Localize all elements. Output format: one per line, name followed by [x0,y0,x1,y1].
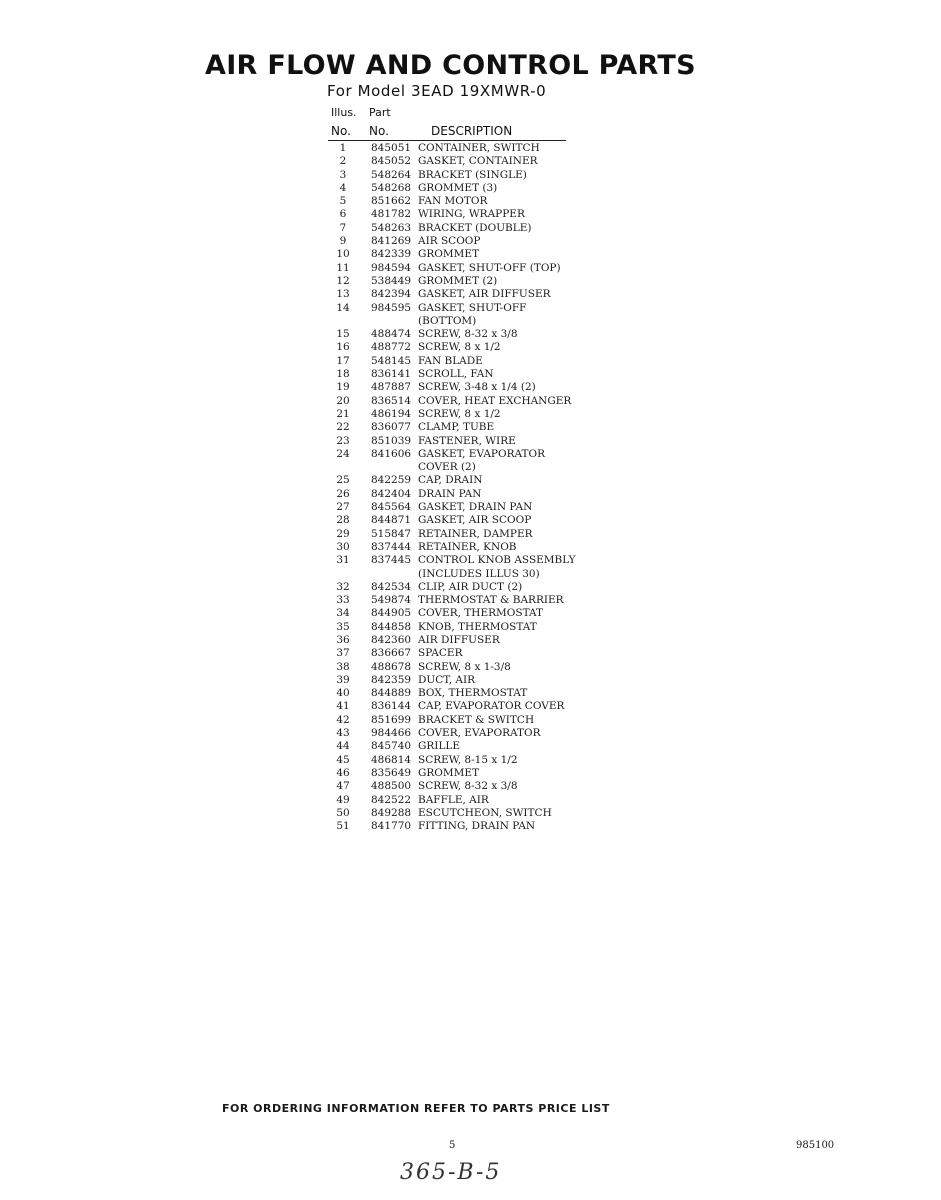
table-row [328,528,578,541]
description-cell: GASKET, AIR DIFFUSER [418,288,551,301]
description-cell: SCROLL, FAN [418,368,494,381]
illus-no-cell: 13 [336,288,350,301]
part-no-cell: 842522 [371,793,412,806]
description-cell: SCREW, 8-32 x 3/8 [418,328,518,341]
part-no-cell: 486194 [371,407,412,420]
illus-no-cell: 4 [339,181,347,194]
table-row [328,182,578,195]
illus-no-cell: 41 [336,700,350,713]
illus-no-cell: 7 [339,221,347,234]
column-header-description: DESCRIPTION [431,124,513,138]
part-no-cell: 548145 [371,354,412,367]
part-no-cell [358,461,413,474]
description-cell: GASKET, DRAIN PAN [418,501,533,514]
column-header-illus-no: No. [331,124,351,138]
illus-no-cell: 26 [336,487,350,500]
table-row [328,754,578,767]
table-row [328,687,578,700]
table-row [328,554,578,567]
part-no-cell: 835649 [371,766,412,779]
illus-no-cell: 30 [336,540,350,553]
illus-no-cell: 16 [336,341,350,354]
part-no-cell: 842360 [371,633,412,646]
table-row [328,820,578,833]
description-cell: AIR DIFFUSER [418,633,500,646]
description-cell: RETAINER, DAMPER [418,527,533,540]
part-no-cell: 851039 [371,434,412,447]
part-no-cell: 844858 [371,620,412,633]
illus-no-cell: 46 [336,766,350,779]
part-no-cell: 842339 [371,248,412,261]
table-row [328,674,578,687]
illus-no-cell: 24 [336,447,350,460]
part-no-cell: 842359 [371,673,412,686]
part-no-cell: 844889 [371,687,412,700]
illus-no-cell: 21 [336,407,350,420]
illus-no-cell: 6 [339,208,347,221]
part-no-cell: 842394 [371,288,412,301]
description-cell: FAN BLADE [418,354,483,367]
table-row [328,740,578,753]
table-row [328,222,578,235]
handwritten-reference: 365-B-5 [400,1160,502,1185]
part-no-cell: 984594 [371,261,412,274]
part-no-cell: 549874 [371,594,412,607]
description-cell: CAP, EVAPORATOR COVER [418,700,565,713]
illus-no-cell: 32 [336,580,350,593]
table-row [328,328,578,341]
illus-no-cell: 1 [339,142,347,154]
table-row [328,581,578,594]
illus-no-cell: 51 [336,820,350,833]
illus-no-cell: 9 [339,235,347,248]
part-no-cell: 836144 [371,700,412,713]
illus-no-cell: 37 [336,647,350,660]
table-row [328,794,578,807]
table-row [328,461,578,474]
table-row [328,448,578,461]
description-cell: GASKET, EVAPORATOR [418,447,546,460]
table-row [328,315,578,328]
table-row [328,501,578,514]
description-cell: GASKET, SHUT-OFF (TOP) [418,261,561,274]
illus-no-cell: 45 [336,753,350,766]
part-no-cell: 538449 [371,274,412,287]
part-no-cell: 841606 [371,447,412,460]
part-no-cell: 487887 [371,381,412,394]
description-cell: THERMOSTAT & BARRIER [418,594,564,607]
table-row [328,302,578,315]
description-cell: GROMMET (3) [418,181,498,194]
page-title: AIR FLOW AND CONTROL PARTS [205,50,696,81]
description-cell: (BOTTOM) [418,314,477,327]
table-row [328,235,578,248]
table-row [328,488,578,501]
part-no-cell: 849288 [371,806,412,819]
part-no-cell: 836514 [371,394,412,407]
description-cell: BRACKET & SWITCH [418,713,535,726]
table-row [328,288,578,301]
part-no-cell: 515847 [371,527,412,540]
part-no-cell: 486814 [371,753,412,766]
column-header-illus-top: Illus. [331,106,357,119]
table-row [328,208,578,221]
description-cell: COVER, HEAT EXCHANGER [418,394,572,407]
table-row [328,341,578,354]
table-row [328,647,578,660]
illus-no-cell: 42 [336,713,350,726]
description-cell: COVER, EVAPORATOR [418,727,541,740]
illus-no-cell: 38 [336,660,350,673]
document-number: 985100 [796,1140,835,1151]
part-no-cell: 845564 [371,501,412,514]
part-no-cell: 844871 [371,514,412,527]
description-cell: CONTAINER, SWITCH [418,142,540,154]
table-row [328,195,578,208]
description-cell: SCREW, 8-15 x 1/2 [418,753,518,766]
illus-no-cell: 14 [336,301,350,314]
part-no-cell: 845051 [371,142,412,154]
part-no-cell: 836077 [371,421,412,434]
illus-no-cell: 2 [339,155,347,168]
illus-no-cell: 34 [336,607,350,620]
table-row [328,275,578,288]
part-no-cell: 548268 [371,181,412,194]
illus-no-cell: 28 [336,514,350,527]
description-cell: GRILLE [418,740,461,753]
part-no-cell: 841770 [371,820,412,833]
part-no-cell: 845740 [371,740,412,753]
part-no-cell: 488500 [371,780,412,793]
description-cell: BRACKET (DOUBLE) [418,221,532,234]
table-row [328,807,578,820]
description-cell: (INCLUDES ILLUS 30) [418,567,540,580]
part-no-cell: 845052 [371,155,412,168]
table-row [328,780,578,793]
part-no-cell: 984466 [371,727,412,740]
description-cell: FITTING, DRAIN PAN [418,820,536,833]
illus-no-cell: 19 [336,381,350,394]
illus-no-cell: 33 [336,594,350,607]
illus-no-cell: 12 [336,274,350,287]
illus-no-cell: 44 [336,740,350,753]
description-cell: COVER (2) [418,461,476,474]
description-cell: CAP, DRAIN [418,474,483,487]
description-cell: AIR SCOOP [418,235,481,248]
illus-no-cell: 31 [336,554,350,567]
description-cell: SCREW, 8 x 1-3/8 [418,660,511,673]
table-row [328,248,578,261]
part-no-cell: 837444 [371,540,412,553]
table-row [328,421,578,434]
part-no-cell: 488474 [371,328,412,341]
table-row [328,767,578,780]
illus-no-cell: 3 [339,168,347,181]
table-row [328,541,578,554]
description-cell: WIRING, WRAPPER [418,208,525,221]
illus-no-cell: 36 [336,633,350,646]
table-row [328,408,578,421]
table-row [328,594,578,607]
illus-no-cell: 10 [336,248,350,261]
table-row [328,568,578,581]
illus-no-cell: 5 [339,195,347,208]
illus-no-cell [328,568,358,581]
description-cell: GROMMET [418,248,480,261]
description-cell: DRAIN PAN [418,487,482,500]
description-cell: SCREW, 8-32 x 3/8 [418,780,518,793]
description-cell: BOX, THERMOSTAT [418,687,528,700]
part-no-cell: 851662 [371,195,412,208]
table-row [328,142,578,155]
description-cell: CLAMP, TUBE [418,421,495,434]
description-cell: GASKET, AIR SCOOP [418,514,532,527]
description-cell: BRACKET (SINGLE) [418,168,527,181]
description-cell: FASTENER, WIRE [418,434,516,447]
description-cell: COVER, THERMOSTAT [418,607,544,620]
part-no-cell: 488678 [371,660,412,673]
illus-no-cell: 15 [336,328,350,341]
part-no-cell: 842534 [371,580,412,593]
description-cell: GASKET, SHUT-OFF [418,301,527,314]
description-cell: CONTROL KNOB ASSEMBLY [418,554,576,567]
table-row [328,368,578,381]
illus-no-cell: 18 [336,368,350,381]
ordering-info-note: FOR ORDERING INFORMATION REFER TO PARTS PRICE LIST [222,1102,610,1115]
table-row [328,155,578,168]
description-cell: RETAINER, KNOB [418,540,517,553]
illus-no-cell: 11 [336,261,350,274]
table-row [328,661,578,674]
description-cell: GASKET, CONTAINER [418,155,538,168]
description-cell: ESCUTCHEON, SWITCH [418,806,552,819]
illus-no-cell: 43 [336,727,350,740]
page-number: 5 [449,1140,456,1151]
table-row [328,435,578,448]
table-row [328,169,578,182]
illus-no-cell: 27 [336,501,350,514]
part-no-cell: 842259 [371,474,412,487]
description-cell: KNOB, THERMOSTAT [418,620,537,633]
parts-table [328,142,578,833]
table-row [328,474,578,487]
table-row [328,634,578,647]
description-cell: GROMMET (2) [418,274,498,287]
illus-no-cell [328,461,358,474]
table-row [328,395,578,408]
part-no-cell: 984595 [371,301,412,314]
table-row [328,381,578,394]
part-no-cell [358,315,413,328]
description-cell: CLIP, AIR DUCT (2) [418,580,523,593]
part-no-cell: 836141 [371,368,412,381]
description-cell: DUCT, AIR [418,673,476,686]
part-no-cell: 837445 [371,554,412,567]
part-no-cell: 851699 [371,713,412,726]
column-header-part-no: No. [369,124,389,138]
table-row [328,262,578,275]
table-row [328,355,578,368]
description-cell: SCREW, 8 x 1/2 [418,407,501,420]
illus-no-cell: 40 [336,687,350,700]
table-row [328,714,578,727]
table-row [328,727,578,740]
description-cell: FAN MOTOR [418,195,488,208]
part-no-cell: 548264 [371,168,412,181]
illus-no-cell: 25 [336,474,350,487]
part-no-cell: 844905 [371,607,412,620]
table-row [328,700,578,713]
illus-no-cell: 49 [336,793,350,806]
description-cell: BAFFLE, AIR [418,793,489,806]
illus-no-cell: 47 [336,780,350,793]
part-no-cell [358,568,413,581]
table-row [328,621,578,634]
illus-no-cell: 17 [336,354,350,367]
illus-no-cell: 50 [336,806,350,819]
illus-no-cell [328,315,358,328]
part-no-cell: 548263 [371,221,412,234]
part-no-cell: 841269 [371,235,412,248]
description-cell: SPACER [418,647,463,660]
part-no-cell: 481782 [371,208,412,221]
description-cell: SCREW, 3-48 x 1/4 (2) [418,381,536,394]
illus-no-cell: 35 [336,620,350,633]
illus-no-cell: 20 [336,394,350,407]
table-row [328,514,578,527]
header-divider [328,140,566,141]
illus-no-cell: 39 [336,673,350,686]
part-no-cell: 836667 [371,647,412,660]
illus-no-cell: 29 [336,527,350,540]
illus-no-cell: 22 [336,421,350,434]
part-no-cell: 842404 [371,487,412,500]
description-cell: GROMMET [418,766,480,779]
table-row [328,607,578,620]
column-header-part-top: Part [369,106,391,119]
illus-no-cell: 23 [336,434,350,447]
model-line: For Model 3EAD 19XMWR-0 [327,82,547,100]
description-cell: SCREW, 8 x 1/2 [418,341,501,354]
part-no-cell: 488772 [371,341,412,354]
